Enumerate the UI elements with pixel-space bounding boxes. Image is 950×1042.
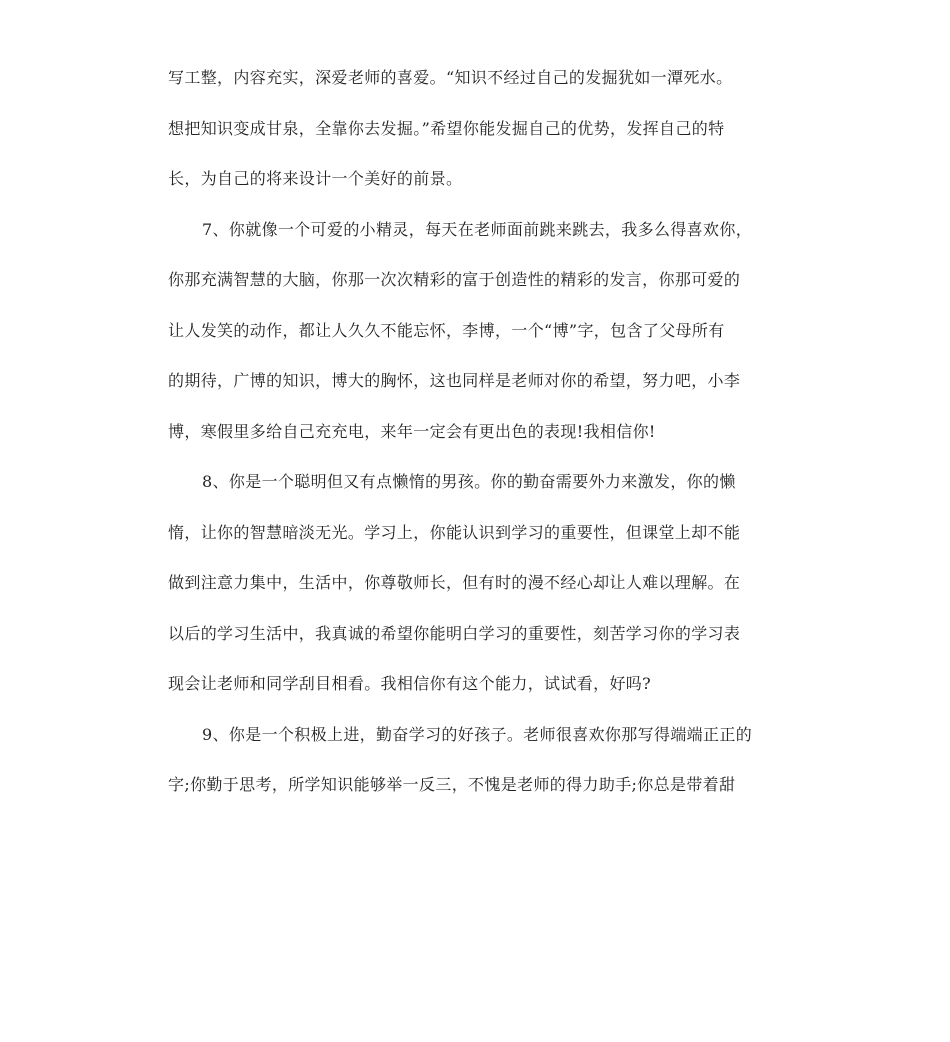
text-line: 以后的学习生活中，我真诚的希望你能明白学习的重要性，刻苦学习你的学习表: [168, 623, 741, 643]
text-line: 你那充满智慧的大脑，你那一次次精彩的富于创造性的精彩的发言，你那可爱的: [168, 270, 741, 289]
text-line: 写工整，内容充实，深爱老师的喜爱。“知识不经过自己的发掘犹如一潭死水。: [168, 68, 733, 87]
document-body: [168, 61, 782, 819]
text-line: 长，为自己的将来设计一个美好的前景。: [168, 169, 463, 188]
text-line: 博，寒假里多给自己充充电，来年一定会有更出色的表现!我相信你!: [168, 421, 656, 441]
paragraph-8-first-line: 8、你是一个聪明但又有点懒惰的男孩。你的勤奋需要外力来激发，你的懒: [202, 472, 736, 491]
text-line: 的期待，广博的知识，博大的胸怀，这也同样是老师对你的希望，努力吧，小李: [168, 371, 741, 390]
text-line: 字;你勤于思考，所学知识能够举一反三，不愧是老师的得力助手;你总是带着甜: [168, 775, 736, 794]
text-line: 想把知识变成甘泉，全靠你去发掘。”希望你能发掘自己的优势，发挥自己的特: [168, 118, 725, 138]
paragraph-7-first-line: 7、你就像一个可爱的小精灵，每天在老师面前跳来跳去，我多么得喜欢你，: [202, 219, 753, 239]
text-line: 现会让老师和同学刮目相看。我相信你有这个能力，试试看，好吗?: [168, 674, 652, 693]
text-line: 让人发笑的动作，都让人久久不能忘怀，李博，一个“博”字，包含了父母所有: [168, 320, 725, 340]
paragraph-9-first-line: 9、你是一个积极上进，勤奋学习的好孩子。老师很喜欢你那写得端端正正的: [202, 724, 753, 744]
text-line: 做到注意力集中，生活中，你尊敬师长，但有时的漫不经心却让人难以理解。在: [168, 573, 741, 592]
text-line: 惰，让你的智慧暗淡无光。学习上，你能认识到学习的重要性，但课堂上却不能: [168, 522, 741, 542]
